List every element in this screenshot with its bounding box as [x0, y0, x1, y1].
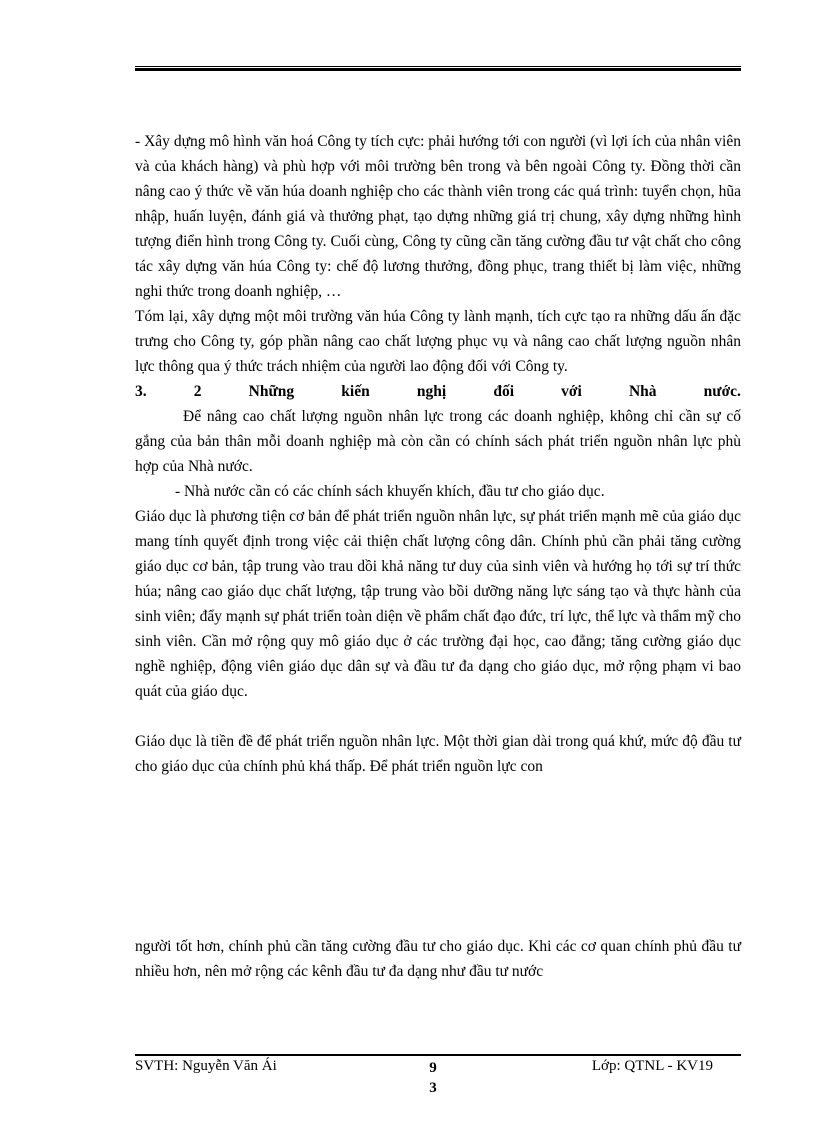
page-body [135, 129, 741, 779]
heading-number: 3. [135, 383, 147, 400]
heading-word: nước. [703, 383, 741, 400]
paragraph-education: Giáo dục là phương tiện cơ bản để phát triển nguồn nhân lực, sự phát triển mạnh mẽ của giáo dục mang tính quyết định trong việc cải thiện chất lượng công dân. Chính phủ cần phải tăng cường giáo dục cơ bản, tập trung vào trau dồi khả năng tư duy của sinh viên và hướng họ tới sự trí thức húa; nâng cao giáo dục chất lượng, tập trung vào bồi dưỡng năng lực sáng tạo và thực hành của sinh viên; đẩy mạnh sự phát triển toàn diện về phẩm chất đạo đức, trí lực, thể lực và thẩm mỹ cho sinh viên. Cần mở rộng quy mô giáo dục ở các trường đại học, cao đẳng; tăng cường giáo dục nghề nghiệp, động viên giáo dục dân sự và đầu tư đa dạng cho giáo dục, mở rộng phạm vi bao quát của giáo dục. [135, 508, 741, 700]
section-heading [135, 379, 741, 404]
page-number-top: 9 [429, 1060, 437, 1076]
paragraph-summary: Tóm lại, xây dựng một môi trường văn húa Công ty lành mạnh, tích cực tạo ra những dấu ấn đặc trưng cho Công ty, góp phần nâng cao chất lượng phục vụ và nâng cao chất lượng nguồn nhân lực thông qua ý thức trách nhiệm của người lao động đối với Công ty. [135, 308, 741, 375]
paragraph-policy-item: - Nhà nước cần có các chính sách khuyến khích, đầu tư cho giáo dục. [175, 483, 605, 500]
page-body-continued [135, 934, 741, 984]
page-number-bottom: 3 [429, 1080, 437, 1096]
footer-author: SVTH: Nguyễn Văn Ái [135, 1058, 277, 1074]
paragraph-investment: Giáo dục là tiền đề để phát triển nguồn nhân lực. Một thời gian dài trong quá khứ, mức độ đầu tư cho giáo dục của chính phủ khá thấp. Để phát triển nguồn lực con [135, 733, 741, 775]
footer-class: Lớp: QTNL - KV19 [591, 1058, 713, 1074]
paragraph-culture: - Xây dựng mô hình văn hoá Công ty tích cực: phải hướng tới con người (vì lợi ích của nhân viên và của khách hàng) và phù hợp với môi trường bên trong và bên ngoài Công ty. Đồng thời cần nâng cao ý thức về văn húa doanh nghiệp cho các thành viên trong các quá trình: tuyển chọn, hũa nhập, huấn luyện, đánh giá và thưởng phạt, tạo dựng những giá trị chung, xây dựng những hình tượng điển hình trong Công ty. Cuối cùng, Công ty cũng cần tăng cường đầu tư vật chất cho công tác xây dựng văn húa Công ty: chế độ lương thưởng, đồng phục, trang thiết bị làm việc, những nghi thức trong doanh nghiệp, … [135, 133, 741, 300]
heading-word: Những [248, 383, 295, 400]
heading-word: với [561, 383, 582, 400]
heading-sub-number: 2 [193, 383, 202, 400]
header-rule [135, 66, 741, 71]
heading-word: nghị [416, 383, 447, 400]
paragraph-investment-continued: người tốt hơn, chính phủ cần tăng cường đầu tư cho giáo dục. Khi các cơ quan chính phủ đầu tư nhiều hơn, nên mở rộng các kênh đầu tư đa dạng như đầu tư nước [135, 938, 741, 980]
heading-word: kiến [341, 383, 370, 400]
heading-word: Nhà [628, 383, 657, 400]
page-number [421, 1058, 445, 1098]
heading-word: đối [493, 383, 515, 400]
footer-rule [135, 1054, 741, 1056]
paragraph-intro: Để nâng cao chất lượng nguồn nhân lực trong các doanh nghiệp, không chỉ cần sự cố gắng của bản thân mỗi doanh nghiệp mà còn cần có chính sách phát triển nguồn nhân lực phù hợp của Nhà nước. [135, 408, 741, 475]
spacer [135, 704, 741, 729]
